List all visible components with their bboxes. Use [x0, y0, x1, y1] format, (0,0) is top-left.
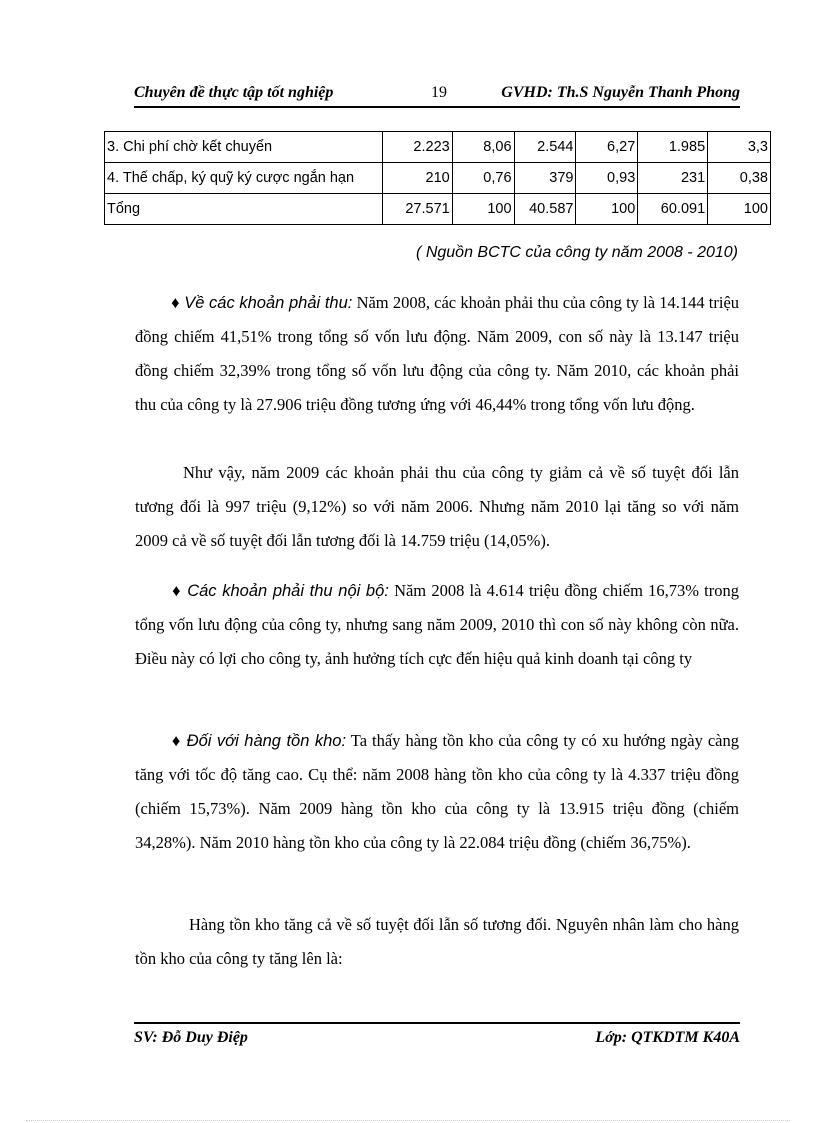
- page-number: 19: [431, 84, 447, 101]
- cell: 0,76: [452, 163, 514, 194]
- row-label: 3. Chi phí chờ kết chuyển: [105, 132, 383, 163]
- cell: 8,06: [452, 132, 514, 163]
- table-source: ( Nguồn BCTC của công ty năm 2008 - 2010): [416, 244, 738, 261]
- header-supervisor: GVHD: Th.S Nguyễn Thanh Phong: [501, 84, 740, 101]
- diamond-bullet-icon: ♦: [171, 581, 182, 600]
- cell: 210: [382, 163, 452, 194]
- paragraph-lead: Đối với hàng tồn kho:: [181, 732, 347, 750]
- paragraph-text: Năm 2008 là 4.614 triệu đồng chiếm 16,73% trong tổng vốn lưu động của công ty, nhưng sang năm 2009, 2010 thì con số này không còn nữa. Điều này có lợi cho công ty, ảnh hưởng tích cực đến hiệu quả kinh doanh tại công ty: [135, 581, 739, 668]
- cell: 6,27: [576, 132, 638, 163]
- cell: 2.223: [382, 132, 452, 163]
- cell: 3,3: [708, 132, 771, 163]
- paragraph-receivables: [135, 286, 739, 422]
- row-label: Tổng: [105, 194, 383, 225]
- cell: 27.571: [382, 194, 452, 225]
- paragraph-inventory-cause: [135, 908, 739, 976]
- cell: 0,93: [576, 163, 638, 194]
- paragraph-inventory: [135, 724, 739, 860]
- paragraph-text: Hàng tồn kho tăng cả về số tuyệt đối lẫn số tương đối. Nguyên nhân làm cho hàng tồn kho của công ty tăng lên là:: [135, 915, 739, 968]
- footer-class: Lớp: QTKDTM K40A: [595, 1029, 740, 1046]
- cell: 40.587: [514, 194, 576, 225]
- cell: 100: [708, 194, 771, 225]
- paragraph-lead: Các khoản phải thu nội bộ:: [181, 582, 389, 600]
- row-label: 4. Thế chấp, ký quỹ ký cược ngắn hạn: [105, 163, 383, 194]
- diamond-bullet-icon: ♦: [171, 293, 180, 312]
- header-title: Chuyên đề thực tập tốt nghiệp: [134, 84, 334, 101]
- table-row: [105, 163, 771, 194]
- paragraph-analysis: [135, 456, 739, 558]
- cell: 0,38: [708, 163, 771, 194]
- table-row-total: [105, 194, 771, 225]
- page-header: [134, 80, 740, 104]
- paragraph-internal-receivables: [135, 574, 739, 676]
- cell: 379: [514, 163, 576, 194]
- paragraph-text: Ta thấy hàng tồn kho của công ty có xu hướng ngày càng tăng với tốc độ tăng cao. Cụ thể: năm 2008 hàng tồn kho của công ty là 4.337 triệu đồng (chiếm 15,73%). Năm 2009 hàng tồn kho của công ty là 13.915 triệu đồng (chiếm 34,28%). Năm 2010 hàng tồn kho của công ty là 22.084 triệu đồng (chiếm 36,75%).: [135, 731, 739, 852]
- footer-student: SV: Đỗ Duy Điệp: [134, 1029, 248, 1046]
- cell: 100: [576, 194, 638, 225]
- capital-table: [104, 131, 771, 225]
- cell: 60.091: [638, 194, 708, 225]
- page-edge: [26, 1120, 790, 1121]
- cell: 231: [638, 163, 708, 194]
- cell: 1.985: [638, 132, 708, 163]
- cell: 2.544: [514, 132, 576, 163]
- paragraph-text: Như vậy, năm 2009 các khoản phải thu của công ty giảm cả về số tuyệt đối lẫn tương đối là 997 triệu (9,12%) so với năm 2006. Nhưng năm 2010 lại tăng so với năm 2009 cả về số tuyệt đối lẫn tương đối là 14.759 triệu (14,05%).: [135, 463, 739, 550]
- diamond-bullet-icon: ♦: [171, 731, 182, 750]
- paragraph-text: Năm 2008, các khoản phải thu của công ty là 14.144 triệu đồng chiếm 41,51% trong tổng số vốn lưu động. Năm 2009, con số này là 13.147 triệu đồng chiếm 32,39% trong tổng số vốn lưu động của công ty. Năm 2010, các khoản phải thu của công ty là 27.906 triệu đồng tương ứng với 46,44% trong tổng vốn lưu động.: [135, 293, 740, 414]
- paragraph-lead: Về các khoản phải thu:: [179, 294, 353, 312]
- cell: 100: [452, 194, 514, 225]
- footer-rule: [134, 1022, 740, 1024]
- header-rule: [134, 106, 740, 108]
- table-row: [105, 132, 771, 163]
